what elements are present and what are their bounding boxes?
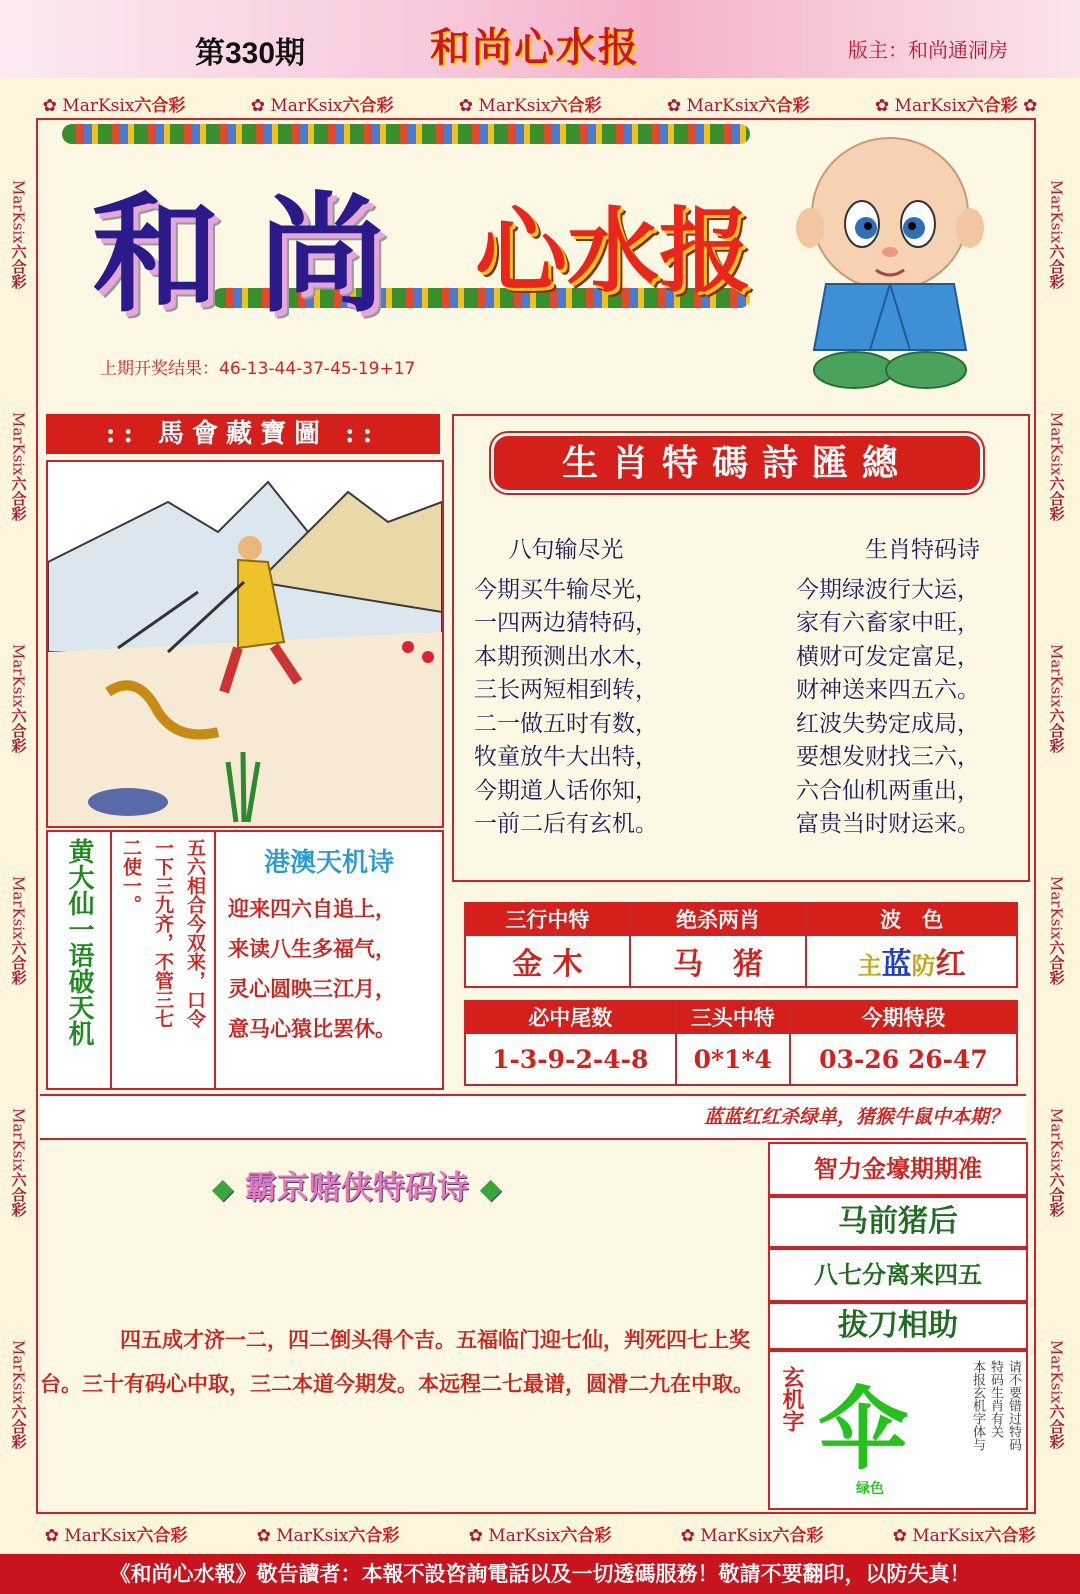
table-cell: 金 木 [465,935,630,987]
border-right [1044,118,1070,1510]
gangao-line: 来读八生多福气， [228,936,396,961]
huang-daxian-text-col2: 一下三九齐，不管三七 [152,838,174,1028]
gangao-line: 迎来四六自追上， [228,896,396,921]
xuanji-box [768,1350,1028,1510]
bajing-title [212,1162,501,1208]
xuanji-note-2: 特码生肖有关 [988,1360,1003,1438]
border-logo: ✿ MarKsix六合彩 [666,95,810,116]
flower-garland-top [62,124,750,144]
border-logo: MarKsix六合彩 [9,875,28,985]
border-logo: ✿ MarKsix六合彩 [458,95,602,116]
gangao-poem [228,889,442,1049]
table-header: 三头中特 [676,1001,790,1033]
table-header: 必中尾数 [465,1001,676,1033]
issue-number: 第330期 [195,37,306,70]
wave-guard-color: 红 [935,947,966,982]
poem-left [474,534,658,842]
top-strip [0,0,1080,78]
diamond-icon: ◆ [212,1172,234,1205]
border-logo: MarKsix六合彩 [1047,1339,1066,1449]
zhili-cell: 智力金壕期期准 [768,1142,1028,1196]
editor-label: 版主：和尚通洞房 [848,38,1008,62]
border-logo: ✿ MarKsix六合彩 [44,1525,188,1546]
border-logo: MarKsix六合彩 [9,179,28,289]
table-cell: 03-26 26-47 [790,1033,1017,1085]
xuanji-color: 绿色 [856,1481,884,1497]
maqian-cell: 马前猪后 [768,1196,1028,1248]
border-top [10,86,1070,120]
poem-line: 横财可发定富足， [796,643,980,670]
poem-left-title: 八句输尽光 [508,537,624,563]
huang-daxian-text-col3: 二使一。 [120,838,142,914]
table-cell: 马 猪 [630,935,806,987]
banner-strip [40,1094,1026,1140]
border-logo: MarKsix六合彩 [1047,643,1066,753]
poem-line: 红波失势定成局， [796,710,980,737]
treasure-illustration [46,460,444,828]
border-logo: ✿ MarKsix六合彩 ✿ [874,95,1038,116]
border-logo: ✿ MarKsix六合彩 [256,1525,400,1546]
poem-line: 一前二后有玄机。 [474,811,658,837]
last-draw-result: 上期开奖结果：46-13-44-37-45-19+17 [100,359,416,379]
border-logo: MarKsix六合彩 [9,1107,28,1217]
table-cell: 0*1*4 [676,1033,790,1085]
xuanji-note-1: 本报玄机字体与 [970,1360,985,1451]
poem-line: 本期预测出水木， [474,643,658,670]
table-header: 绝杀两肖 [630,903,806,935]
poem-line: 牧童放牛大出特， [474,744,658,770]
poem-line: 三长两短相到转， [474,677,658,703]
prediction-table-2 [464,1000,1018,1086]
poem-line: 六合仙机两重出， [796,777,980,804]
gangao-box [214,830,444,1090]
strip-title: 和尚心水报 [430,24,640,71]
border-logo: ✿ MarKsix六合彩 [680,1525,824,1546]
gangao-line: 灵心圆映三江月， [228,976,396,1001]
poem-line: 二一做五时有数， [474,710,658,737]
poem-line: 富贵当时财运来。 [796,811,980,837]
farmer-running-icon [48,462,442,826]
gangao-line: 意马心猿比罢休。 [228,1016,396,1041]
border-left [6,118,32,1510]
border-logo: MarKsix六合彩 [9,411,28,521]
border-logo: ✿ MarKsix六合彩 [42,95,186,116]
table-header: 三行中特 [465,903,630,935]
border-logo: MarKsix六合彩 [9,643,28,753]
xuanji-char: 伞 [818,1376,908,1482]
poem-line: 今期绿波行大运， [796,576,980,603]
diamond-icon: ◆ [479,1172,502,1205]
wave-guard-label: 防 [911,951,936,980]
masthead-xinshuibao: 心水报 [475,198,752,305]
prediction-table-1 [464,902,1018,988]
footer-notice: 《和尚心水報》敬告讀者：本報不設咨詢電話以及一切透碼服務！敬請不要翻印，以防失真！ [0,1554,1080,1594]
border-logo: MarKsix六合彩 [1047,1107,1066,1217]
xuanji-label: 玄机字 [779,1366,805,1432]
banner-text: 蓝蓝红红杀绿单，猪猴牛鼠中本期？ [703,1106,1008,1128]
bajing-title-text: 霸京赌侠特码诗 [244,1168,469,1206]
table-cell: 1-3-9-2-4-8 [465,1033,676,1085]
table-header: 今期特段 [790,1001,1017,1033]
huang-daxian-title: 黄大仙一语破天机 [64,838,94,1046]
poem-right [796,534,980,842]
border-logo: MarKsix六合彩 [9,1339,28,1449]
border-bottom [10,1516,1070,1550]
monk-mascot-icon [790,124,990,394]
poem-line: 家有六畜家中旺， [796,610,980,636]
poem-line: 今期买牛输尽光， [474,576,658,603]
xuanji-note-3: 请不要错过特码 [1006,1360,1021,1451]
poems-section-title: 生肖特碼詩匯總 [494,436,980,490]
poem-line: 要想发财找三六， [796,744,980,770]
gangao-title: 港澳天机诗 [263,848,394,878]
masthead-heshang: 和尚 [92,180,425,330]
wave-main-color: 蓝 [881,947,912,982]
poem-right-title: 生肖特码诗 [865,537,980,563]
border-logo: MarKsix六合彩 [1047,179,1066,289]
poem-line: 一四两边猜特码， [474,610,658,636]
table-header: 波 色 [806,903,1017,935]
treasure-map-title: :: 馬會藏寶圖 :: [46,414,440,454]
poem-line: 财神送来四五六。 [796,677,980,703]
border-logo: ✿ MarKsix六合彩 [468,1525,612,1546]
poem-line: 今期道人话你知， [474,777,658,804]
baqi-cell: 八七分离来四五 [768,1248,1028,1302]
huang-daxian-box [46,830,114,1090]
border-logo: MarKsix六合彩 [1047,875,1066,985]
huang-daxian-text-box [110,830,218,1090]
border-logo: ✿ MarKsix六合彩 [892,1525,1036,1546]
border-logo: ✿ MarKsix六合彩 [250,95,394,116]
border-logo: MarKsix六合彩 [1047,411,1066,521]
bajing-poem: 四五成才济一二，四二倒头得个吉。五福临门迎七仙，判死四七上奖台。三十有码心中取，三二本道今期发。本远程二七最谱，圆滑二九在中取。 [40,1327,754,1396]
huang-daxian-text-col1: 五六相合今双来，口令 [184,838,206,1028]
wave-main-label: 主 [857,951,882,980]
badao-cell: 拔刀相助 [768,1302,1028,1350]
wave-color-cell [806,935,1017,987]
